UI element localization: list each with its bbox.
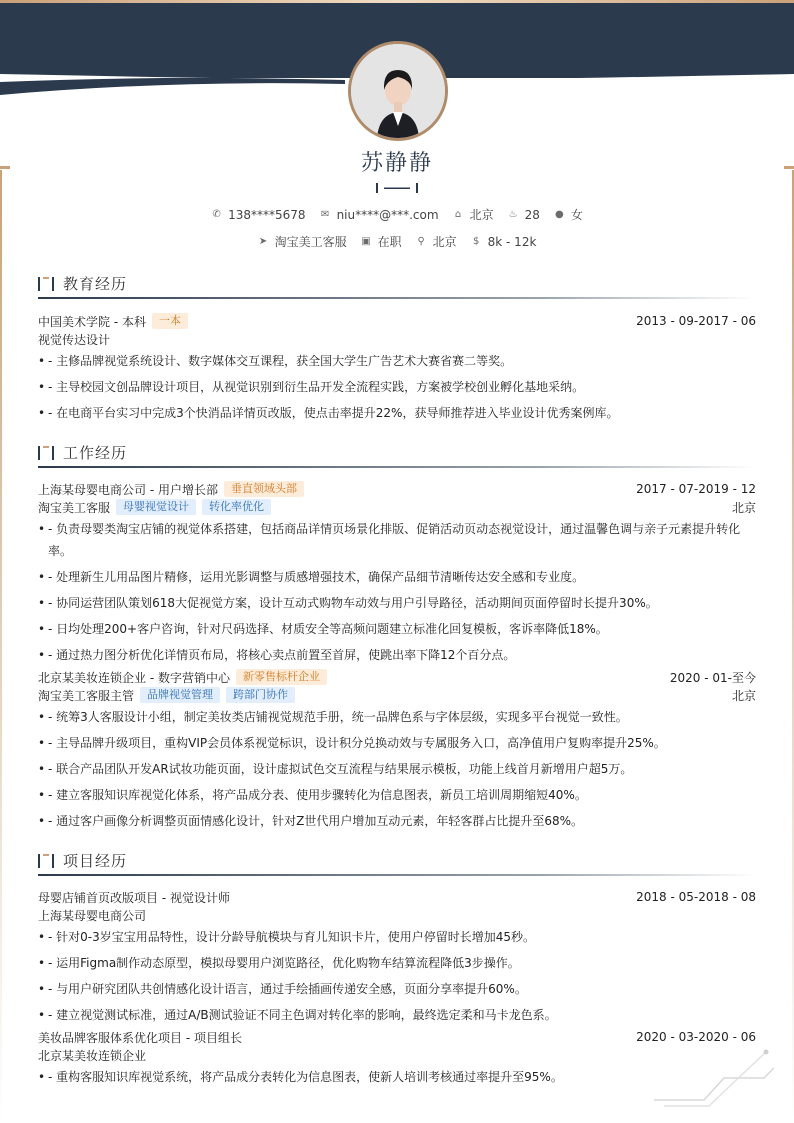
project-section-title: 项目经历 <box>38 850 756 876</box>
candidate-name: 苏静静 <box>360 151 433 176</box>
status-text: 在职 <box>377 235 402 249</box>
age-text: 28 <box>524 207 540 222</box>
skill-tag: 跨部门协作 <box>226 687 295 703</box>
list-item: • - 运用Figma制作动态原型，模拟母婴用户浏览路径，优化购物车结算流程降低3步操作。 <box>38 952 756 974</box>
list-item: • - 联合产品团队开发AR试妆功能页面，设计虚拟试色交互流程与结果展示模板，功能上线首月新增用户超5万。 <box>38 758 756 780</box>
contact-row <box>0 206 794 223</box>
work-date: 2020 - 01-至今 <box>669 670 756 685</box>
list-item: • - 主导品牌升级项目，重构VIP会员体系视觉标识，设计积分兑换动效与专属服务入口，高净值用户复购率提升25%。 <box>38 732 756 754</box>
work-city: 北京 <box>731 500 756 515</box>
list-item: • - 主修品牌视觉系统设计、数字媒体交互课程，获全国大学生广告艺术大赛省赛二等奖。 <box>38 350 756 372</box>
salary-text: 8k - 12k <box>487 234 537 249</box>
section-mark-icon <box>38 854 54 868</box>
school-tag: 一本 <box>152 313 188 329</box>
list-item: • - 通过客户画像分析调整页面情感化设计，针对Z世代用户增加互动元素，年轻客群占比提升至68%。 <box>38 810 756 832</box>
email-text: niu****@***.com <box>336 207 439 222</box>
intention-row <box>0 233 794 250</box>
list-item: • - 针对0-3岁宝宝用品特性，设计分龄导航模块与育儿知识卡片，使用户停留时长增加45秒。 <box>38 926 756 948</box>
list-item: • - 建立客服知识库视觉化体系，将产品成分表、使用步骤转化为信息图表，新员工培训周期缩短40%。 <box>38 784 756 806</box>
salary-item <box>471 233 537 250</box>
project-entry <box>38 888 756 1030</box>
work-entry <box>38 668 756 836</box>
list-item: • - 在电商平台实习中完成3个快消品详情页改版，使点击率提升22%，获导师推荐进入毕业设计优秀案例库。 <box>38 402 756 424</box>
project-date: 2020 - 03-2020 - 06 <box>636 1030 756 1044</box>
work-entry <box>38 480 756 670</box>
list-item: • - 主导校园文创品牌设计项目，从视觉识别到衍生品开发全流程实践，方案被学校创业孵化基地采纳。 <box>38 376 756 398</box>
list-item: • - 建立视觉测试标准，通过A/B测试验证不同主色调对转化率的影响，最终选定柔和马卡龙色系。 <box>38 1004 756 1026</box>
target-city-text: 北京 <box>432 235 457 249</box>
list-item: • - 负责母婴类淘宝店铺的视觉体系搭建，包括商品详情页场景化排版、促销活动页动态视觉设计，通过温馨色调与亲子元素提升转化率。 <box>38 518 756 562</box>
gender-item <box>554 206 583 223</box>
list-item: • - 通过热力图分析优化详情页布局，将核心卖点前置至首屏，使跳出率下降12个百分点。 <box>38 644 756 666</box>
send-icon: ➤ <box>258 236 268 247</box>
home-icon: ⌂ <box>454 209 462 220</box>
name-divider <box>376 182 418 194</box>
education-entry <box>38 312 756 428</box>
phone-text: 138****5678 <box>228 207 306 222</box>
work-city: 北京 <box>731 688 756 703</box>
target-job-item <box>258 233 347 250</box>
job-role: 淘宝美工客服主管 <box>38 688 135 703</box>
project-entry <box>38 1028 756 1092</box>
section-mark-icon <box>38 277 54 291</box>
skill-tag: 转化率优化 <box>202 499 271 515</box>
work-date: 2017 - 07-2019 - 12 <box>636 482 756 496</box>
school-name: 中国美术学院 - 本科 <box>38 314 146 329</box>
phone-item <box>211 206 305 223</box>
list-item: • - 与用户研究团队共创情感化设计语言，通过手绘插画传递安全感，页面分享率提升60%。 <box>38 978 756 1000</box>
list-item: • - 重构客服知识库视觉系统，将产品成分表转化为信息图表，使新人培训考核通过率提升至95%。 <box>38 1066 756 1088</box>
phone-icon: ✆ <box>212 209 221 220</box>
work-section-title: 工作经历 <box>38 442 756 468</box>
company-tag: 垂直领域头部 <box>224 481 304 497</box>
briefcase-icon: ▣ <box>361 236 371 247</box>
city-item <box>453 206 494 223</box>
project-title: 母婴店铺首页改版项目 - 视觉设计师 <box>38 890 230 905</box>
skill-tag: 品牌视觉管理 <box>140 687 220 703</box>
skill-tag: 母婴视觉设计 <box>116 499 196 515</box>
status-item <box>361 233 402 250</box>
cake-icon: ♨ <box>508 209 518 220</box>
major: 视觉传达设计 <box>38 332 111 347</box>
mail-icon: ✉ <box>320 209 330 220</box>
avatar <box>348 41 448 141</box>
list-item: • - 协同运营团队策划618大促视觉方案，设计互动式购物车动效与用户引导路径，活动期间页面停留时长提升30%。 <box>38 592 756 614</box>
job-role: 淘宝美工客服 <box>38 500 111 515</box>
gender-icon: ● <box>554 209 564 220</box>
list-item: • - 统筹3人客服设计小组，制定美妆类店铺视觉规范手册，统一品牌色系与字体层级，实现多平台视觉一致性。 <box>38 706 756 728</box>
company-name: 北京某美妆连锁企业 - 数字营销中心 <box>38 670 230 685</box>
gender-text: 女 <box>570 208 583 222</box>
left-border <box>0 170 2 1123</box>
target-job-text: 淘宝美工客服 <box>274 235 347 249</box>
company-tag: 新零售标杆企业 <box>236 669 327 685</box>
section-mark-icon <box>38 446 54 460</box>
target-city-item <box>416 233 457 250</box>
project-org: 上海某母婴电商公司 <box>38 908 147 923</box>
education-section-title: 教育经历 <box>38 273 756 299</box>
corner-decoration <box>654 1048 774 1108</box>
age-item <box>508 206 540 223</box>
email-item <box>320 206 439 223</box>
money-icon: $ <box>472 236 480 247</box>
list-item: • - 日均处理200+客户咨询，针对尺码选择、材质安全等高频问题建立标准化回复模板，客诉率降低18%。 <box>38 618 756 640</box>
education-date: 2013 - 09-2017 - 06 <box>636 314 756 328</box>
project-date: 2018 - 05-2018 - 08 <box>636 890 756 904</box>
company-name: 上海某母婴电商公司 - 用户增长部 <box>38 482 218 497</box>
location-icon: ⚲ <box>417 236 425 247</box>
project-title: 美妆品牌客服体系优化项目 - 项目组长 <box>38 1030 242 1045</box>
city-text: 北京 <box>469 208 494 222</box>
project-org: 北京某美妆连锁企业 <box>38 1048 147 1063</box>
list-item: • - 处理新生儿用品图片精修，运用光影调整与质感增强技术，确保产品细节清晰传达安全感和专业度。 <box>38 566 756 588</box>
